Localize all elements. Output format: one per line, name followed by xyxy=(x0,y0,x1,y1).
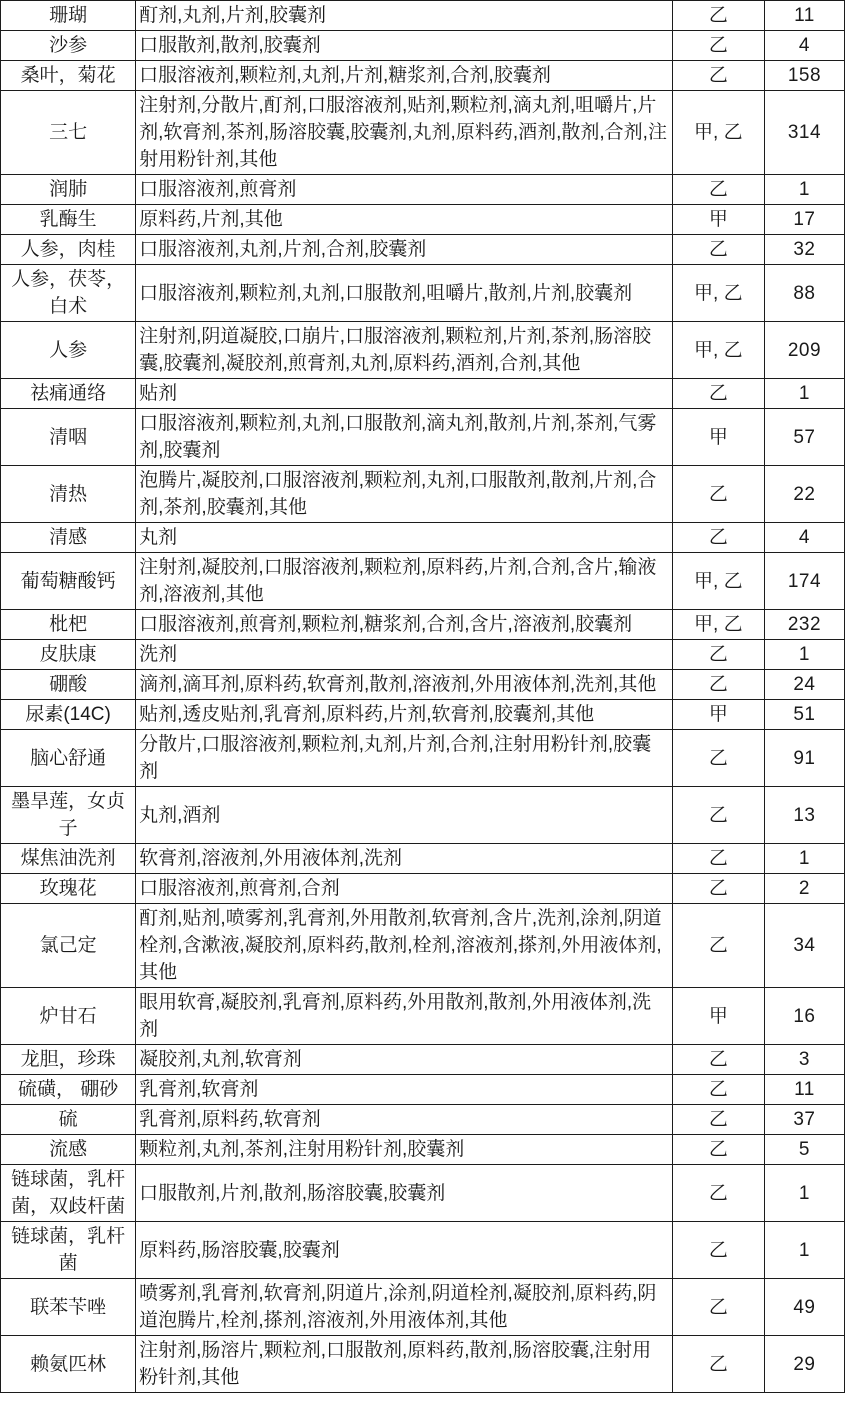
drug-name-cell: 链球菌，乳杆菌 xyxy=(1,1222,136,1279)
table-row xyxy=(1,91,845,175)
count-cell: 158 xyxy=(764,61,844,91)
drug-name-cell: 尿素(14C) xyxy=(1,700,136,730)
table-row xyxy=(1,874,845,904)
category-cell: 乙 xyxy=(672,874,764,904)
drug-name-cell: 煤焦油洗剂 xyxy=(1,844,136,874)
category-cell: 乙 xyxy=(672,1165,764,1222)
category-cell: 乙 xyxy=(672,640,764,670)
count-cell: 11 xyxy=(764,1075,844,1105)
count-cell: 3 xyxy=(764,1045,844,1075)
table-row xyxy=(1,640,845,670)
count-cell: 32 xyxy=(764,235,844,265)
drug-name-cell: 链球菌，乳杆菌，双歧杆菌 xyxy=(1,1165,136,1222)
dosage-forms-cell: 分散片,口服溶液剂,颗粒剂,丸剂,片剂,合剂,注射用粉针剂,胶囊剂 xyxy=(136,730,673,787)
count-cell: 34 xyxy=(764,904,844,988)
table-row xyxy=(1,205,845,235)
table-row xyxy=(1,1105,845,1135)
count-cell: 88 xyxy=(764,265,844,322)
dosage-forms-cell: 贴剂,透皮贴剂,乳膏剂,原料药,片剂,软膏剂,胶囊剂,其他 xyxy=(136,700,673,730)
dosage-forms-cell: 口服溶液剂,煎膏剂 xyxy=(136,175,673,205)
drug-name-cell: 流感 xyxy=(1,1135,136,1165)
drug-table-body xyxy=(1,1,845,1393)
drug-name-cell: 沙参 xyxy=(1,31,136,61)
category-cell: 乙 xyxy=(672,523,764,553)
drug-name-cell: 皮肤康 xyxy=(1,640,136,670)
count-cell: 1 xyxy=(764,1165,844,1222)
dosage-forms-cell: 泡腾片,凝胶剂,口服溶液剂,颗粒剂,丸剂,口服散剂,散剂,片剂,合剂,茶剂,胶囊剂,其他 xyxy=(136,466,673,523)
table-row xyxy=(1,1075,845,1105)
drug-name-cell: 人参，茯苓，白术 xyxy=(1,265,136,322)
category-cell: 甲, 乙 xyxy=(672,322,764,379)
dosage-forms-cell: 原料药,肠溶胶囊,胶囊剂 xyxy=(136,1222,673,1279)
dosage-forms-cell: 注射剂,阴道凝胶,口崩片,口服溶液剂,颗粒剂,片剂,茶剂,肠溶胶囊,胶囊剂,凝胶剂,煎膏剂,丸剂,原料药,酒剂,合剂,其他 xyxy=(136,322,673,379)
drug-name-cell: 联苯苄唑 xyxy=(1,1279,136,1336)
category-cell: 甲 xyxy=(672,409,764,466)
dosage-forms-cell: 颗粒剂,丸剂,茶剂,注射用粉针剂,胶囊剂 xyxy=(136,1135,673,1165)
dosage-forms-cell: 乳膏剂,软膏剂 xyxy=(136,1075,673,1105)
table-row xyxy=(1,1135,845,1165)
count-cell: 1 xyxy=(764,379,844,409)
table-row xyxy=(1,322,845,379)
drug-name-cell: 葡萄糖酸钙 xyxy=(1,553,136,610)
drug-name-cell: 脑心舒通 xyxy=(1,730,136,787)
count-cell: 1 xyxy=(764,640,844,670)
drug-name-cell: 玫瑰花 xyxy=(1,874,136,904)
count-cell: 37 xyxy=(764,1105,844,1135)
drug-name-cell: 润肺 xyxy=(1,175,136,205)
dosage-forms-cell: 口服溶液剂,颗粒剂,丸剂,片剂,糖浆剂,合剂,胶囊剂 xyxy=(136,61,673,91)
table-row xyxy=(1,235,845,265)
table-row xyxy=(1,31,845,61)
drug-name-cell: 清咽 xyxy=(1,409,136,466)
category-cell: 乙 xyxy=(672,730,764,787)
drug-name-cell: 人参 xyxy=(1,322,136,379)
drug-name-cell: 龙胆，珍珠 xyxy=(1,1045,136,1075)
dosage-forms-cell: 口服散剂,片剂,散剂,肠溶胶囊,胶囊剂 xyxy=(136,1165,673,1222)
count-cell: 1 xyxy=(764,175,844,205)
dosage-forms-cell: 丸剂,酒剂 xyxy=(136,787,673,844)
dosage-forms-cell: 注射剂,肠溶片,颗粒剂,口服散剂,原料药,散剂,肠溶胶囊,注射用粉针剂,其他 xyxy=(136,1336,673,1393)
table-row xyxy=(1,466,845,523)
category-cell: 乙 xyxy=(672,670,764,700)
category-cell: 甲 xyxy=(672,700,764,730)
dosage-forms-cell: 酊剂,贴剂,喷雾剂,乳膏剂,外用散剂,软膏剂,含片,洗剂,涂剂,阴道栓剂,含漱液,凝胶剂,原料药,散剂,栓剂,溶液剂,搽剂,外用液体剂,其他 xyxy=(136,904,673,988)
dosage-forms-cell: 酊剂,丸剂,片剂,胶囊剂 xyxy=(136,1,673,31)
category-cell: 甲 xyxy=(672,988,764,1045)
table-row xyxy=(1,1222,845,1279)
table-row xyxy=(1,379,845,409)
table-row xyxy=(1,844,845,874)
category-cell: 乙 xyxy=(672,175,764,205)
count-cell: 4 xyxy=(764,523,844,553)
table-row xyxy=(1,730,845,787)
table-row xyxy=(1,175,845,205)
drug-name-cell: 硫磺， 硼砂 xyxy=(1,1075,136,1105)
table-row xyxy=(1,610,845,640)
count-cell: 4 xyxy=(764,31,844,61)
table-row xyxy=(1,988,845,1045)
count-cell: 24 xyxy=(764,670,844,700)
count-cell: 2 xyxy=(764,874,844,904)
category-cell: 乙 xyxy=(672,1279,764,1336)
count-cell: 209 xyxy=(764,322,844,379)
count-cell: 174 xyxy=(764,553,844,610)
dosage-forms-cell: 口服溶液剂,煎膏剂,颗粒剂,糖浆剂,合剂,含片,溶液剂,胶囊剂 xyxy=(136,610,673,640)
dosage-forms-cell: 洗剂 xyxy=(136,640,673,670)
category-cell: 乙 xyxy=(672,904,764,988)
table-row xyxy=(1,670,845,700)
table-row xyxy=(1,904,845,988)
drug-name-cell: 硼酸 xyxy=(1,670,136,700)
drug-name-cell: 赖氨匹林 xyxy=(1,1336,136,1393)
drug-name-cell: 人参，肉桂 xyxy=(1,235,136,265)
category-cell: 甲 xyxy=(672,205,764,235)
category-cell: 乙 xyxy=(672,1075,764,1105)
table-row xyxy=(1,523,845,553)
drug-name-cell: 清感 xyxy=(1,523,136,553)
category-cell: 乙 xyxy=(672,1045,764,1075)
drug-name-cell: 枇杷 xyxy=(1,610,136,640)
table-row xyxy=(1,1279,845,1336)
category-cell: 乙 xyxy=(672,235,764,265)
drug-name-cell: 祛痛通络 xyxy=(1,379,136,409)
table-row xyxy=(1,1336,845,1393)
dosage-forms-cell: 凝胶剂,丸剂,软膏剂 xyxy=(136,1045,673,1075)
count-cell: 1 xyxy=(764,1222,844,1279)
count-cell: 22 xyxy=(764,466,844,523)
dosage-forms-cell: 喷雾剂,乳膏剂,软膏剂,阴道片,涂剂,阴道栓剂,凝胶剂,原料药,阴道泡腾片,栓剂,搽剂,溶液剂,外用液体剂,其他 xyxy=(136,1279,673,1336)
count-cell: 232 xyxy=(764,610,844,640)
drug-name-cell: 三七 xyxy=(1,91,136,175)
category-cell: 甲, 乙 xyxy=(672,265,764,322)
dosage-forms-cell: 贴剂 xyxy=(136,379,673,409)
drug-name-cell: 氯己定 xyxy=(1,904,136,988)
dosage-forms-cell: 丸剂 xyxy=(136,523,673,553)
dosage-forms-cell: 软膏剂,溶液剂,外用液体剂,洗剂 xyxy=(136,844,673,874)
dosage-forms-cell: 口服溶液剂,煎膏剂,合剂 xyxy=(136,874,673,904)
count-cell: 91 xyxy=(764,730,844,787)
drug-name-cell: 桑叶，菊花 xyxy=(1,61,136,91)
count-cell: 29 xyxy=(764,1336,844,1393)
dosage-forms-cell: 口服溶液剂,颗粒剂,丸剂,口服散剂,滴丸剂,散剂,片剂,茶剂,气雾剂,胶囊剂 xyxy=(136,409,673,466)
drug-name-cell: 乳酶生 xyxy=(1,205,136,235)
drug-name-cell: 墨旱莲，女贞子 xyxy=(1,787,136,844)
drug-name-cell: 珊瑚 xyxy=(1,1,136,31)
category-cell: 乙 xyxy=(672,1336,764,1393)
category-cell: 乙 xyxy=(672,379,764,409)
count-cell: 57 xyxy=(764,409,844,466)
count-cell: 49 xyxy=(764,1279,844,1336)
dosage-forms-cell: 口服溶液剂,颗粒剂,丸剂,口服散剂,咀嚼片,散剂,片剂,胶囊剂 xyxy=(136,265,673,322)
category-cell: 乙 xyxy=(672,1222,764,1279)
category-cell: 乙 xyxy=(672,844,764,874)
category-cell: 甲, 乙 xyxy=(672,553,764,610)
category-cell: 乙 xyxy=(672,1,764,31)
count-cell: 51 xyxy=(764,700,844,730)
dosage-forms-cell: 注射剂,凝胶剂,口服溶液剂,颗粒剂,原料药,片剂,合剂,含片,输液剂,溶液剂,其他 xyxy=(136,553,673,610)
dosage-forms-cell: 口服溶液剂,丸剂,片剂,合剂,胶囊剂 xyxy=(136,235,673,265)
table-row xyxy=(1,1165,845,1222)
dosage-forms-cell: 眼用软膏,凝胶剂,乳膏剂,原料药,外用散剂,散剂,外用液体剂,洗剂 xyxy=(136,988,673,1045)
count-cell: 17 xyxy=(764,205,844,235)
table-row xyxy=(1,409,845,466)
dosage-forms-cell: 注射剂,分散片,酊剂,口服溶液剂,贴剂,颗粒剂,滴丸剂,咀嚼片,片剂,软膏剂,茶剂,肠溶胶囊,胶囊剂,丸剂,原料药,酒剂,散剂,合剂,注射用粉针剂,其他 xyxy=(136,91,673,175)
table-row xyxy=(1,787,845,844)
table-row xyxy=(1,553,845,610)
table-row xyxy=(1,1,845,31)
drug-name-cell: 清热 xyxy=(1,466,136,523)
category-cell: 乙 xyxy=(672,1135,764,1165)
category-cell: 乙 xyxy=(672,787,764,844)
drug-name-cell: 硫 xyxy=(1,1105,136,1135)
category-cell: 甲, 乙 xyxy=(672,610,764,640)
dosage-forms-cell: 口服散剂,散剂,胶囊剂 xyxy=(136,31,673,61)
table-row xyxy=(1,61,845,91)
dosage-forms-cell: 乳膏剂,原料药,软膏剂 xyxy=(136,1105,673,1135)
count-cell: 1 xyxy=(764,844,844,874)
category-cell: 甲, 乙 xyxy=(672,91,764,175)
count-cell: 314 xyxy=(764,91,844,175)
count-cell: 5 xyxy=(764,1135,844,1165)
category-cell: 乙 xyxy=(672,1105,764,1135)
drug-name-cell: 炉甘石 xyxy=(1,988,136,1045)
count-cell: 16 xyxy=(764,988,844,1045)
table-row xyxy=(1,265,845,322)
category-cell: 乙 xyxy=(672,466,764,523)
count-cell: 13 xyxy=(764,787,844,844)
category-cell: 乙 xyxy=(672,31,764,61)
dosage-forms-cell: 原料药,片剂,其他 xyxy=(136,205,673,235)
count-cell: 11 xyxy=(764,1,844,31)
dosage-forms-cell: 滴剂,滴耳剂,原料药,软膏剂,散剂,溶液剂,外用液体剂,洗剂,其他 xyxy=(136,670,673,700)
table-row xyxy=(1,700,845,730)
table-row xyxy=(1,1045,845,1075)
category-cell: 乙 xyxy=(672,61,764,91)
